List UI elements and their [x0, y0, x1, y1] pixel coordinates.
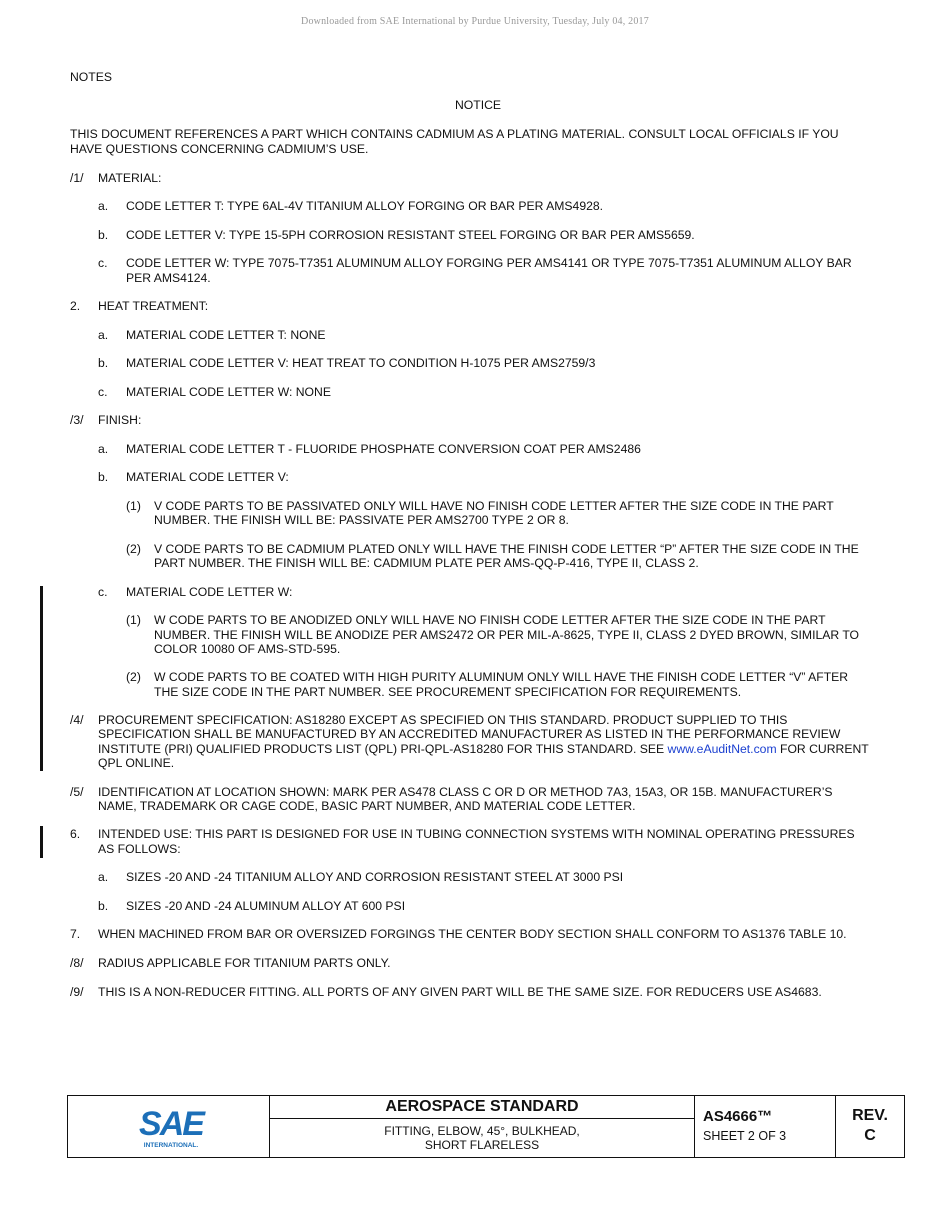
note-number: 7.	[70, 927, 81, 941]
logo-cell	[68, 1096, 270, 1157]
note-text-part: FOR CURRENT	[776, 742, 869, 756]
sub-text: MATERIAL CODE LETTER T: NONE	[126, 328, 326, 342]
paren-text: W CODE PARTS TO BE COATED WITH HIGH PURITY ALUMINUM ONLY WILL HAVE THE FINISH CODE LETTER “V” AFTER	[154, 670, 849, 684]
sub-letter: c.	[98, 585, 108, 599]
paren-number: (2)	[126, 542, 141, 556]
note-text-part: INSTITUTE (PRI) QUALIFIED PRODUCTS LIST (QPL) PRI-QPL-AS18280 FOR THIS STANDARD. SEE	[98, 742, 668, 756]
revision-label	[836, 1106, 904, 1146]
notice-text-line-1: THIS DOCUMENT REFERENCES A PART WHICH CONTAINS CADMIUM AS A PLATING MATERIAL. CONSULT LOCAL OFFICIALS IF YOU	[70, 127, 839, 141]
download-watermark: Downloaded from SAE International by Purdue University, Tuesday, July 04, 2017	[301, 16, 649, 27]
document-type-title: AEROSPACE STANDARD	[270, 1096, 694, 1119]
notice-heading: NOTICE	[455, 98, 502, 112]
paren-text: NUMBER. THE FINISH WILL BE: PASSIVATE PER AMS2700 TYPE 2 OR 8.	[154, 513, 569, 527]
note-number: /4/	[70, 713, 84, 727]
note-number: /8/	[70, 956, 84, 970]
paren-number: (2)	[126, 670, 141, 684]
standard-number: AS4666™	[703, 1108, 773, 1125]
sub-letter: b.	[98, 470, 109, 484]
sub-letter: c.	[98, 385, 108, 399]
sub-text: CODE LETTER V: TYPE 15-5PH CORROSION RESISTANT STEEL FORGING OR BAR PER AMS5659.	[126, 228, 695, 242]
part-description-line-2: SHORT FLARELESS	[424, 1138, 540, 1152]
part-description	[270, 1124, 694, 1152]
sub-letter: c.	[98, 256, 108, 270]
note-text: IDENTIFICATION AT LOCATION SHOWN: MARK PER AS478 CLASS C OR D OR METHOD 7A3, 15A3, OR 15B. MANUFACTURER’S	[98, 785, 833, 799]
sub-text: MATERIAL CODE LETTER V: HEAT TREAT TO CONDITION H-1075 PER AMS2759/3	[126, 356, 596, 370]
note-text: NAME, TRADEMARK OR CAGE CODE, BASIC PART NUMBER, AND MATERIAL CODE LETTER.	[98, 799, 636, 813]
sub-letter: a.	[98, 442, 109, 456]
sub-text: SIZES -20 AND -24 ALUMINUM ALLOY AT 600 PSI	[126, 899, 406, 913]
sub-text: PER AMS4124.	[126, 271, 211, 285]
note-number: /9/	[70, 985, 84, 999]
paren-number: (1)	[126, 499, 141, 513]
sub-text: MATERIAL CODE LETTER V:	[126, 470, 289, 484]
paren-text: W CODE PARTS TO BE ANODIZED ONLY WILL HAVE NO FINISH CODE LETTER AFTER THE SIZE CODE IN THE PART	[154, 613, 826, 627]
notes-heading: NOTES	[70, 70, 112, 84]
sub-text: MATERIAL CODE LETTER W:	[126, 585, 293, 599]
note-number: 6.	[70, 827, 81, 841]
sub-letter: b.	[98, 899, 109, 913]
sub-text: SIZES -20 AND -24 TITANIUM ALLOY AND CORROSION RESISTANT STEEL AT 3000 PSI	[126, 870, 624, 884]
paren-number: (1)	[126, 613, 141, 627]
revision-change-bar	[40, 586, 43, 771]
note-number: 2.	[70, 299, 81, 313]
note-text: SPECIFICATION SHALL BE MANUFACTURED BY AN ACCREDITED MANUFACTURER AS LISTED IN THE PERFORMANCE REVIEW	[98, 727, 841, 741]
note-text: AS FOLLOWS:	[98, 842, 181, 856]
note-label: FINISH:	[98, 413, 142, 427]
note-label: HEAT TREATMENT:	[98, 299, 209, 313]
revision-change-bar	[40, 826, 43, 858]
sae-logo	[136, 1106, 206, 1150]
note-number: /3/	[70, 413, 84, 427]
sub-letter: b.	[98, 356, 109, 370]
title-block	[67, 1095, 905, 1158]
note-text: PROCUREMENT SPECIFICATION: AS18280 EXCEPT AS SPECIFIED ON THIS STANDARD. PRODUCT SUPPLIED TO THIS	[98, 713, 788, 727]
note-number: /1/	[70, 171, 84, 185]
note-text: THIS IS A NON-REDUCER FITTING. ALL PORTS OF ANY GIVEN PART WILL BE THE SAME SIZE. FOR REDUCERS USE AS4683.	[98, 985, 822, 999]
part-description-line-1: FITTING, ELBOW, 45°, BULKHEAD,	[384, 1124, 580, 1138]
note-text: WHEN MACHINED FROM BAR OR OVERSIZED FORGINGS THE CENTER BODY SECTION SHALL CONFORM TO AS1376 TABLE 10.	[98, 927, 847, 941]
note-text: QPL ONLINE.	[98, 756, 175, 770]
sub-letter: a.	[98, 328, 109, 342]
sub-text: CODE LETTER W: TYPE 7075-T7351 ALUMINUM ALLOY FORGING PER AMS4141 OR TYPE 7075-T7351 ALUMINUM ALLOY BAR	[126, 256, 852, 270]
notice-text-line-2: HAVE QUESTIONS CONCERNING CADMIUM’S USE.	[70, 142, 369, 156]
paren-text: V CODE PARTS TO BE PASSIVATED ONLY WILL HAVE NO FINISH CODE LETTER AFTER THE SIZE CODE IN THE PART	[154, 499, 834, 513]
svg-text:SAE: SAE	[139, 1106, 203, 1143]
note-text: RADIUS APPLICABLE FOR TITANIUM PARTS ONLY.	[98, 956, 391, 970]
revision-letter: C	[864, 1127, 876, 1144]
note-label: MATERIAL:	[98, 171, 162, 185]
note-text	[98, 742, 890, 757]
sub-text: MATERIAL CODE LETTER W: NONE	[126, 385, 331, 399]
paren-text: V CODE PARTS TO BE CADMIUM PLATED ONLY WILL HAVE THE FINISH CODE LETTER “P” AFTER THE SIZE CODE IN THE	[154, 542, 859, 556]
sub-letter: a.	[98, 199, 109, 213]
standard-number-cell	[695, 1096, 836, 1157]
paren-text: PART NUMBER. THE FINISH WILL BE: CADMIUM PLATE PER AMS-QQ-P-416, TYPE II, CLASS 2.	[154, 556, 699, 570]
revision-label-text: REV.	[852, 1107, 888, 1124]
title-cell	[270, 1096, 695, 1157]
sheet-number: SHEET 2 OF 3	[703, 1129, 787, 1143]
sub-text: CODE LETTER T: TYPE 6AL-4V TITANIUM ALLOY FORGING OR BAR PER AMS4928.	[126, 199, 604, 213]
paren-text: COLOR 10080 OF AMS-STD-595.	[154, 642, 341, 656]
eauditnet-link[interactable]: www.eAuditNet.com	[667, 742, 777, 756]
sub-letter: a.	[98, 870, 109, 884]
note-text: INTENDED USE: THIS PART IS DESIGNED FOR USE IN TUBING CONNECTION SYSTEMS WITH NOMINAL OPERATING PRESSURES	[98, 827, 855, 841]
note-number: /5/	[70, 785, 84, 799]
revision-cell	[836, 1096, 904, 1157]
sub-text: MATERIAL CODE LETTER T - FLUORIDE PHOSPHATE CONVERSION COAT PER AMS2486	[126, 442, 641, 456]
svg-text:INTERNATIONAL.: INTERNATIONAL.	[143, 1142, 199, 1149]
paren-text: THE SIZE CODE IN THE PART NUMBER. SEE PROCUREMENT SPECIFICATION FOR REQUIREMENTS.	[154, 685, 742, 699]
sub-letter: b.	[98, 228, 109, 242]
paren-text: NUMBER. THE FINISH WILL BE ANODIZE PER AMS2472 OR PER MIL-A-8625, TYPE II, CLASS 2 DYED BROWN, SIMILAR TO	[154, 628, 860, 642]
